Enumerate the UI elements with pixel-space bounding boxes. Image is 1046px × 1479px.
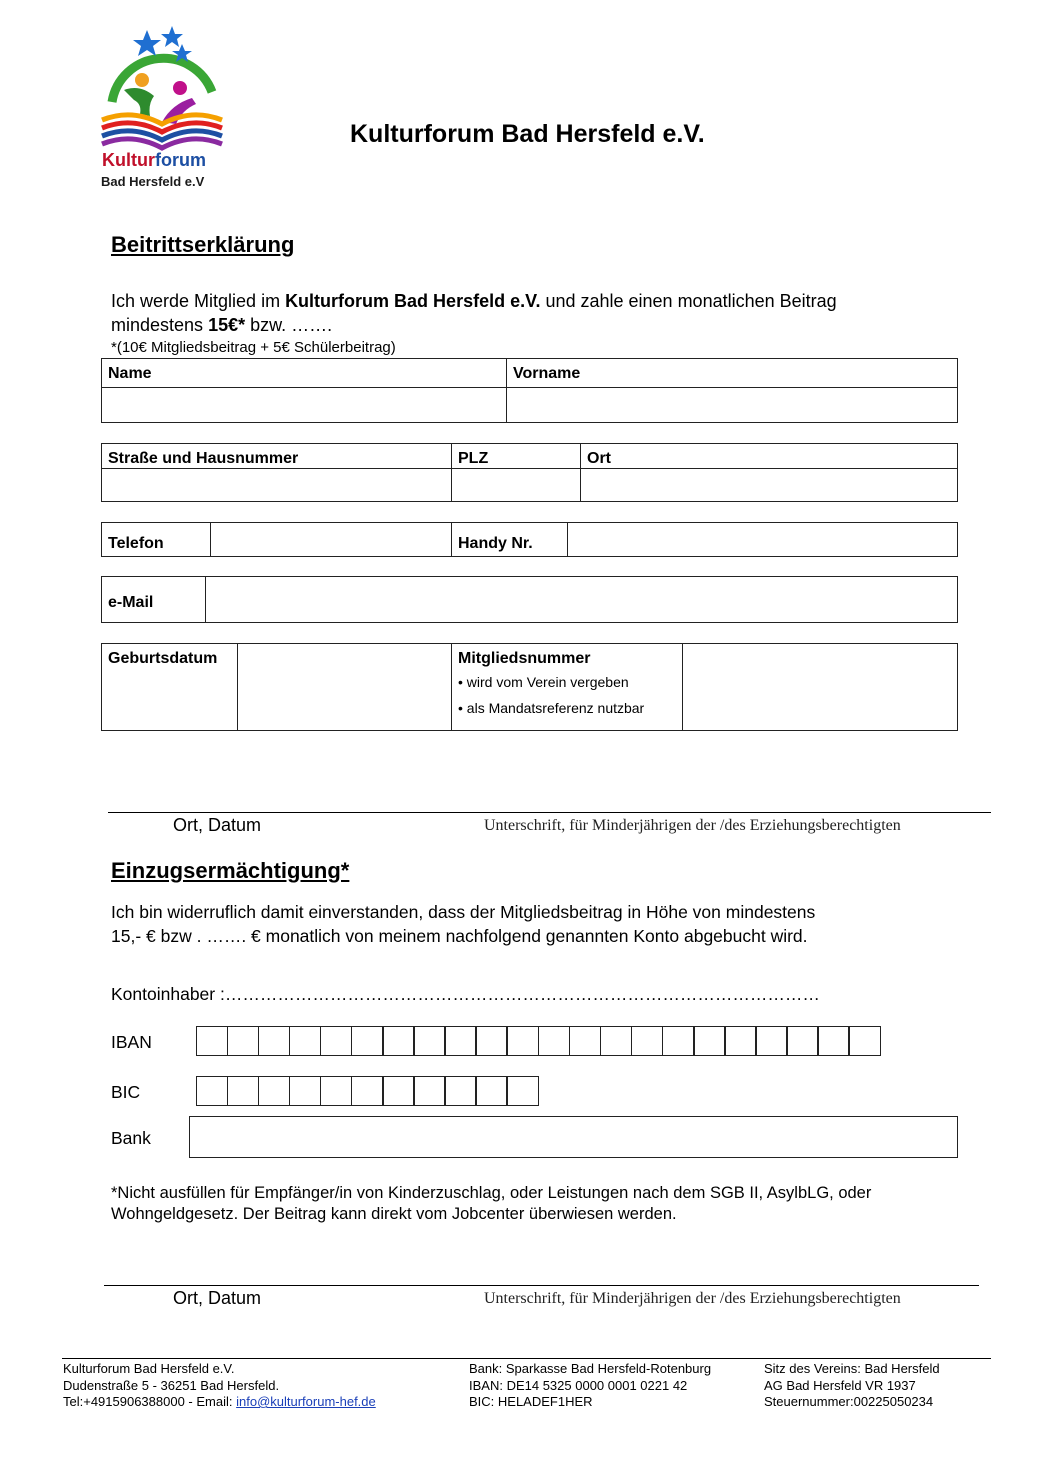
iban-box[interactable] xyxy=(724,1026,757,1056)
debit-footnote-line-2: Wohngeldgesetz. Der Beitrag kann direkt vom Jobcenter überwiesen werden. xyxy=(111,1205,677,1223)
bic-box[interactable] xyxy=(258,1076,291,1106)
iban-box[interactable] xyxy=(755,1026,788,1056)
line2-pre: mindestens xyxy=(111,315,209,335)
membership-heading: Beitrittserklärung xyxy=(111,232,295,257)
iban-box[interactable] xyxy=(444,1026,477,1056)
address-table xyxy=(101,443,958,502)
bic-box[interactable] xyxy=(444,1076,477,1106)
iban-box[interactable] xyxy=(817,1026,850,1056)
bank-label: Bank xyxy=(111,1128,151,1148)
bullet-mandatsreferenz: • als Mandatsreferenz nutzbar xyxy=(458,700,645,716)
name-field[interactable] xyxy=(102,388,507,423)
debit-footnote-line-1 xyxy=(111,1183,871,1204)
debit-text-line-1: Ich bin widerruflich damit einverstanden, dass der Mitgliedsbeitrag in Höhe von mindestens xyxy=(111,902,816,922)
iban-box[interactable] xyxy=(786,1026,819,1056)
iban-box[interactable] xyxy=(289,1026,322,1056)
mitgliedsnummer-label: Mitgliedsnummer xyxy=(458,650,591,667)
line1-bold: Kulturforum Bad Hersfeld e.V. xyxy=(285,291,541,311)
iban-box[interactable] xyxy=(569,1026,602,1056)
bullet-2-text: als Mandatsreferenz nutzbar xyxy=(466,700,645,716)
name-table xyxy=(101,358,958,423)
kulturforum-logo xyxy=(92,22,232,192)
bic-box[interactable] xyxy=(351,1076,384,1106)
bic-boxes[interactable] xyxy=(197,1076,539,1106)
phone-table xyxy=(101,522,958,557)
line1-post: und zahle einen monatlichen Beitrag xyxy=(540,291,837,311)
footer-tax: Steuernummer:00225050234 xyxy=(764,1394,934,1409)
footer-col-legal xyxy=(764,1361,940,1411)
footer-street: Dudenstraße 5 - 36251 Bad Hersfeld. xyxy=(63,1377,280,1393)
bic-box[interactable] xyxy=(320,1076,353,1106)
iban-box[interactable] xyxy=(351,1026,384,1056)
logo-subtitle: Bad Hersfeld e.V xyxy=(101,174,205,189)
note-star: * xyxy=(111,339,117,356)
bullet-1-text: wird vom Verein vergeben xyxy=(466,674,629,690)
footer-contact xyxy=(63,1394,376,1411)
mitgliedsnummer-cell xyxy=(452,644,683,731)
bic-box[interactable] xyxy=(196,1076,229,1106)
signature-line-2 xyxy=(104,1285,979,1286)
iban-boxes[interactable] xyxy=(197,1026,881,1056)
bic-box[interactable] xyxy=(475,1076,508,1106)
footer-col-address xyxy=(63,1361,376,1411)
iban-box[interactable] xyxy=(196,1026,229,1056)
logo-title-red: Kultur xyxy=(102,150,155,170)
membership-fee-note xyxy=(111,339,396,356)
iban-box[interactable] xyxy=(320,1026,353,1056)
mitgliedsnummer-field[interactable] xyxy=(683,644,958,731)
footer-org: Kulturforum Bad Hersfeld e.V. xyxy=(63,1361,235,1376)
street-field[interactable] xyxy=(102,469,452,502)
iban-box[interactable] xyxy=(506,1026,539,1056)
debit-text xyxy=(111,900,1011,948)
footer-email-link[interactable]: info@kulturforum-hef.de xyxy=(236,1394,376,1409)
signature-line-1 xyxy=(108,812,991,813)
line2-bold: 15€* xyxy=(208,315,246,335)
telefon-label: Telefon xyxy=(102,523,211,557)
note-text: (10€ Mitgliedsbeitrag + 5€ Schülerbeitrag) xyxy=(116,339,396,356)
footnote-text-1: Nicht ausfüllen für Empfänger/in von Kinderzuschlag, oder Leistungen nach dem SGB II, AsylbLG, oder xyxy=(117,1184,872,1202)
vorname-label: Vorname xyxy=(507,359,958,388)
iban-box[interactable] xyxy=(848,1026,881,1056)
footer-bank: Bank: Sparkasse Bad Hersfeld-Rotenburg xyxy=(469,1361,712,1376)
bic-box[interactable] xyxy=(382,1076,415,1106)
email-table xyxy=(101,576,958,623)
bic-label: BIC xyxy=(111,1082,141,1102)
ort-label: Ort xyxy=(581,444,958,469)
footer-register: AG Bad Hersfeld VR 1937 xyxy=(764,1377,916,1393)
footer-tel: Tel:+4915906388000 - Email: xyxy=(63,1394,237,1409)
iban-label: IBAN xyxy=(111,1032,152,1052)
bic-box[interactable] xyxy=(227,1076,260,1106)
organization-title: Kulturforum Bad Hersfeld e.V. xyxy=(350,120,705,148)
street-label: Straße und Hausnummer xyxy=(102,444,452,469)
handy-label: Handy Nr. xyxy=(452,523,568,557)
email-label: e-Mail xyxy=(102,577,206,623)
plz-field[interactable] xyxy=(452,469,581,502)
ort-datum-label-1: Ort, Datum xyxy=(173,815,262,835)
iban-box[interactable] xyxy=(258,1026,291,1056)
debit-text-line-2: 15,- € bzw . ……. € monatlich von meinem nachfolgend genannten Konto abgebucht wird. xyxy=(111,926,808,946)
ort-datum-label-2: Ort, Datum xyxy=(173,1288,262,1308)
handy-field[interactable] xyxy=(568,523,958,557)
footer-sitz: Sitz des Vereins: Bad Hersfeld xyxy=(764,1361,940,1376)
iban-box[interactable] xyxy=(662,1026,695,1056)
logo-graphic xyxy=(92,22,232,152)
footer-col-bank xyxy=(469,1361,711,1411)
email-field[interactable] xyxy=(206,577,958,623)
bic-box[interactable] xyxy=(289,1076,322,1106)
bic-box[interactable] xyxy=(506,1076,539,1106)
iban-box[interactable] xyxy=(631,1026,664,1056)
telefon-field[interactable] xyxy=(211,523,452,557)
iban-box[interactable] xyxy=(600,1026,633,1056)
iban-box[interactable] xyxy=(475,1026,508,1056)
logo-title-blue: forum xyxy=(155,150,206,170)
kontoinhaber-line[interactable]: Kontoinhaber :………………………………………………………………………………………… xyxy=(111,984,820,1004)
debit-heading: Einzugsermächtigung* xyxy=(111,858,350,883)
geburtsdatum-label: Geburtsdatum xyxy=(102,644,238,731)
membership-line-2 xyxy=(111,313,1011,337)
debit-footnote xyxy=(111,1183,871,1225)
footer-divider xyxy=(62,1358,991,1359)
line2-post: bzw. ……. xyxy=(245,315,333,335)
line1-pre: Ich werde Mitglied im xyxy=(111,291,286,311)
iban-box[interactable] xyxy=(413,1026,446,1056)
footer-iban: IBAN: DE14 5325 0000 0001 0221 42 xyxy=(469,1377,688,1393)
footnote-star: * xyxy=(111,1184,118,1202)
geburtsdatum-field[interactable] xyxy=(238,644,452,731)
iban-box[interactable] xyxy=(382,1026,415,1056)
footer-bic: BIC: HELADEF1HER xyxy=(469,1394,593,1409)
bank-field[interactable] xyxy=(189,1116,958,1158)
logo-title xyxy=(102,150,206,171)
vorname-field[interactable] xyxy=(507,388,958,423)
birth-member-table xyxy=(101,643,958,731)
name-label: Name xyxy=(102,359,507,388)
plz-label: PLZ xyxy=(452,444,581,469)
bic-box[interactable] xyxy=(413,1076,446,1106)
iban-box[interactable] xyxy=(538,1026,571,1056)
membership-line-1 xyxy=(111,289,1011,313)
signature-label-1: Unterschrift, für Minderjährigen der /des Erziehungsberechtigten xyxy=(484,817,901,834)
signature-label-2: Unterschrift, für Minderjährigen der /des Erziehungsberechtigten xyxy=(484,1290,901,1307)
bullet-vergeben: • wird vom Verein vergeben xyxy=(458,674,629,690)
iban-box[interactable] xyxy=(693,1026,726,1056)
ort-field[interactable] xyxy=(581,469,958,502)
iban-box[interactable] xyxy=(227,1026,260,1056)
membership-text xyxy=(111,289,1011,337)
